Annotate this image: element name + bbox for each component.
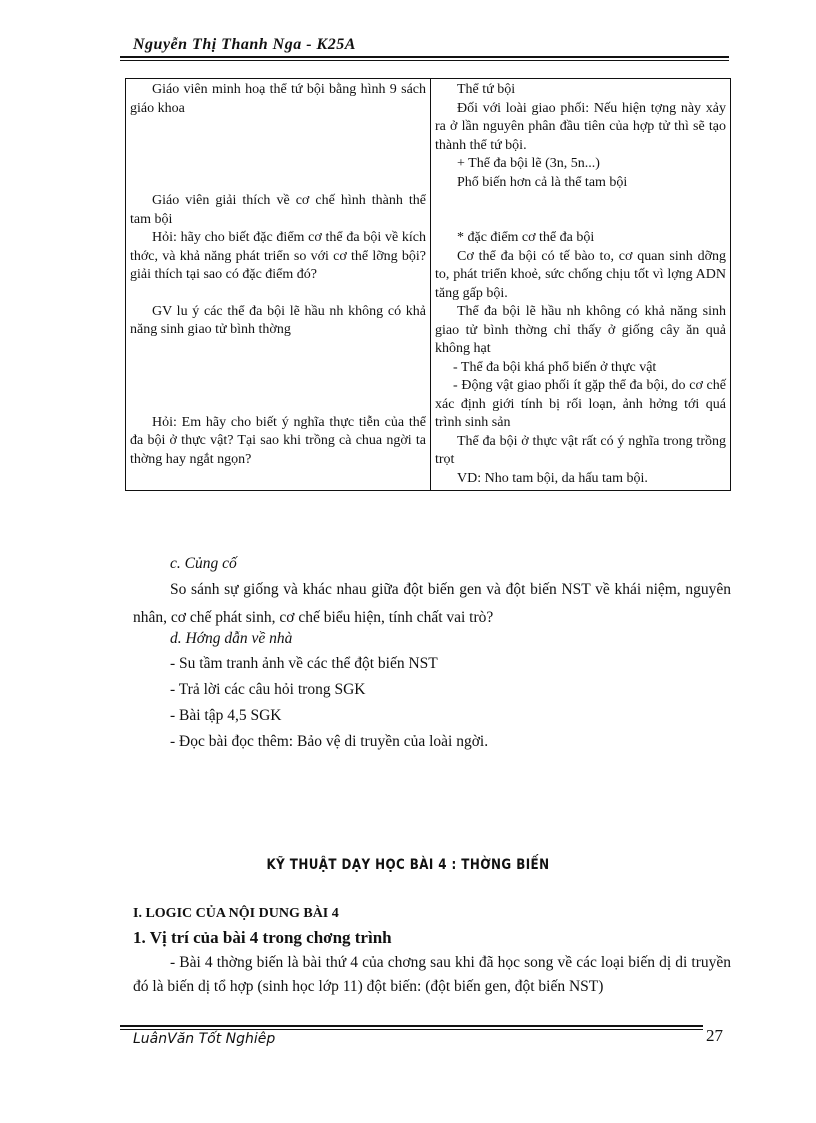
lesson-title: KỸ THUẬT DẠY HỌC BÀI 4 : THỜNG BIẾN [266, 857, 550, 873]
right-item: Thể đa bội ở thực vật rất có ý nghĩa trong trồng trọt [435, 433, 726, 467]
footer-label: LuânVăn Tốt Nghiêp [133, 1031, 276, 1047]
section-heading: I. LOGIC CỦA NỘI DUNG BÀI 4 [133, 906, 339, 921]
page-number: 27 [706, 1026, 723, 1045]
consolidation-heading: c. Củng cố [170, 555, 237, 572]
header-rule-bottom [120, 60, 729, 61]
left-item: GV lu ý các thể đa bội lẽ hầu nh không có khả năng sinh giao tử bình thờng [130, 303, 426, 337]
right-item: Phổ biến hơn cả là thể tam bội [457, 174, 628, 190]
homework-item: - Đọc bài đọc thêm: Bảo vệ di truyền của loài ngời. [170, 733, 489, 750]
left-item: Giáo viên minh hoạ thể tứ bội bằng hình 9 sách giáo khoa [130, 82, 426, 116]
homework-item: - Su tầm tranh ảnh về các thể đột biến NST [170, 655, 438, 672]
right-item: Thể tứ bội [457, 82, 516, 97]
section-subheading: 1. Vị trí của bài 4 trong chơng trình [133, 928, 392, 947]
header-rule-top [120, 56, 729, 58]
right-item: Cơ thể đa bội có tế bào to, cơ quan sinh dỡng to, phát triển khoẻ, sức chống chịu tốt vì lợng ADN tăng gấp bội. [435, 248, 726, 301]
homework-item: - Bài tập 4,5 SGK [170, 707, 282, 724]
left-item: Hỏi: hãy cho biết đặc điểm cơ thể đa bội về kích thớc, và khả năng phát triển so với cơ thể lỡng bội? giải thích tại sao có đặc điểm đó? [130, 230, 426, 282]
right-item: Đối với loài giao phối: Nếu hiện tợng này xảy ra ở lần nguyên phân đầu tiên của hợp tử thì sẽ tạo thành thể tứ bội. [435, 100, 726, 153]
right-item: * đặc điểm cơ thể đa bội [457, 230, 595, 245]
teacher-activity-cell [126, 79, 431, 491]
right-item: - Thể đa bội khá phổ biến ở thực vật [453, 359, 657, 375]
right-item: - Động vật giao phối ít gặp thể đa bội, do cơ chế xác định giới tính bị rối loạn, ảnh hởng tới quá trình sinh sản [435, 378, 726, 430]
right-item: VD: Nho tam bội, da hấu tam bội. [457, 470, 648, 486]
left-item: Giáo viên giải thích về cơ chế hình thành thể tam bội [130, 193, 426, 227]
content-cell [431, 79, 731, 491]
left-item: Hỏi: Em hãy cho biết ý nghĩa thực tiễn của thể đa bội ở thực vật? Tại sao khi trồng cà chua ngời ta thờng hay ngắt ngọn? [130, 414, 426, 467]
homework-heading: d. Hớng dẫn về nhà [170, 630, 293, 647]
lesson-table [125, 78, 731, 491]
footer-rule-bottom [120, 1029, 703, 1030]
section-text: - Bài 4 thờng biến là bài thứ 4 của chơng sau khi đã học song về các loại biến dị di truyền đó là biến dị tổ hợp (sinh học lớp 11) đột biến: (đột biến gen, đột biến NST) [133, 954, 731, 995]
homework-item: - Trả lời các câu hỏi trong SGK [170, 681, 366, 698]
page-header: Nguyễn Thị Thanh Nga - K25A [133, 36, 356, 53]
right-item: Thể đa bội lẽ hầu nh không có khả năng sinh giao tử bình thờng chỉ thấy ở giống cây ăn quả không hạt [435, 304, 726, 356]
footer-rule-top [120, 1025, 703, 1027]
consolidation-text: So sánh sự giống và khác nhau giữa đột biến gen và đột biến NST về khái niệm, nguyên nhân, cơ chế phát sinh, cơ chế biểu hiện, tính chất vai trò? [133, 581, 731, 626]
right-item: + Thể đa bội lẽ (3n, 5n...) [457, 156, 600, 171]
